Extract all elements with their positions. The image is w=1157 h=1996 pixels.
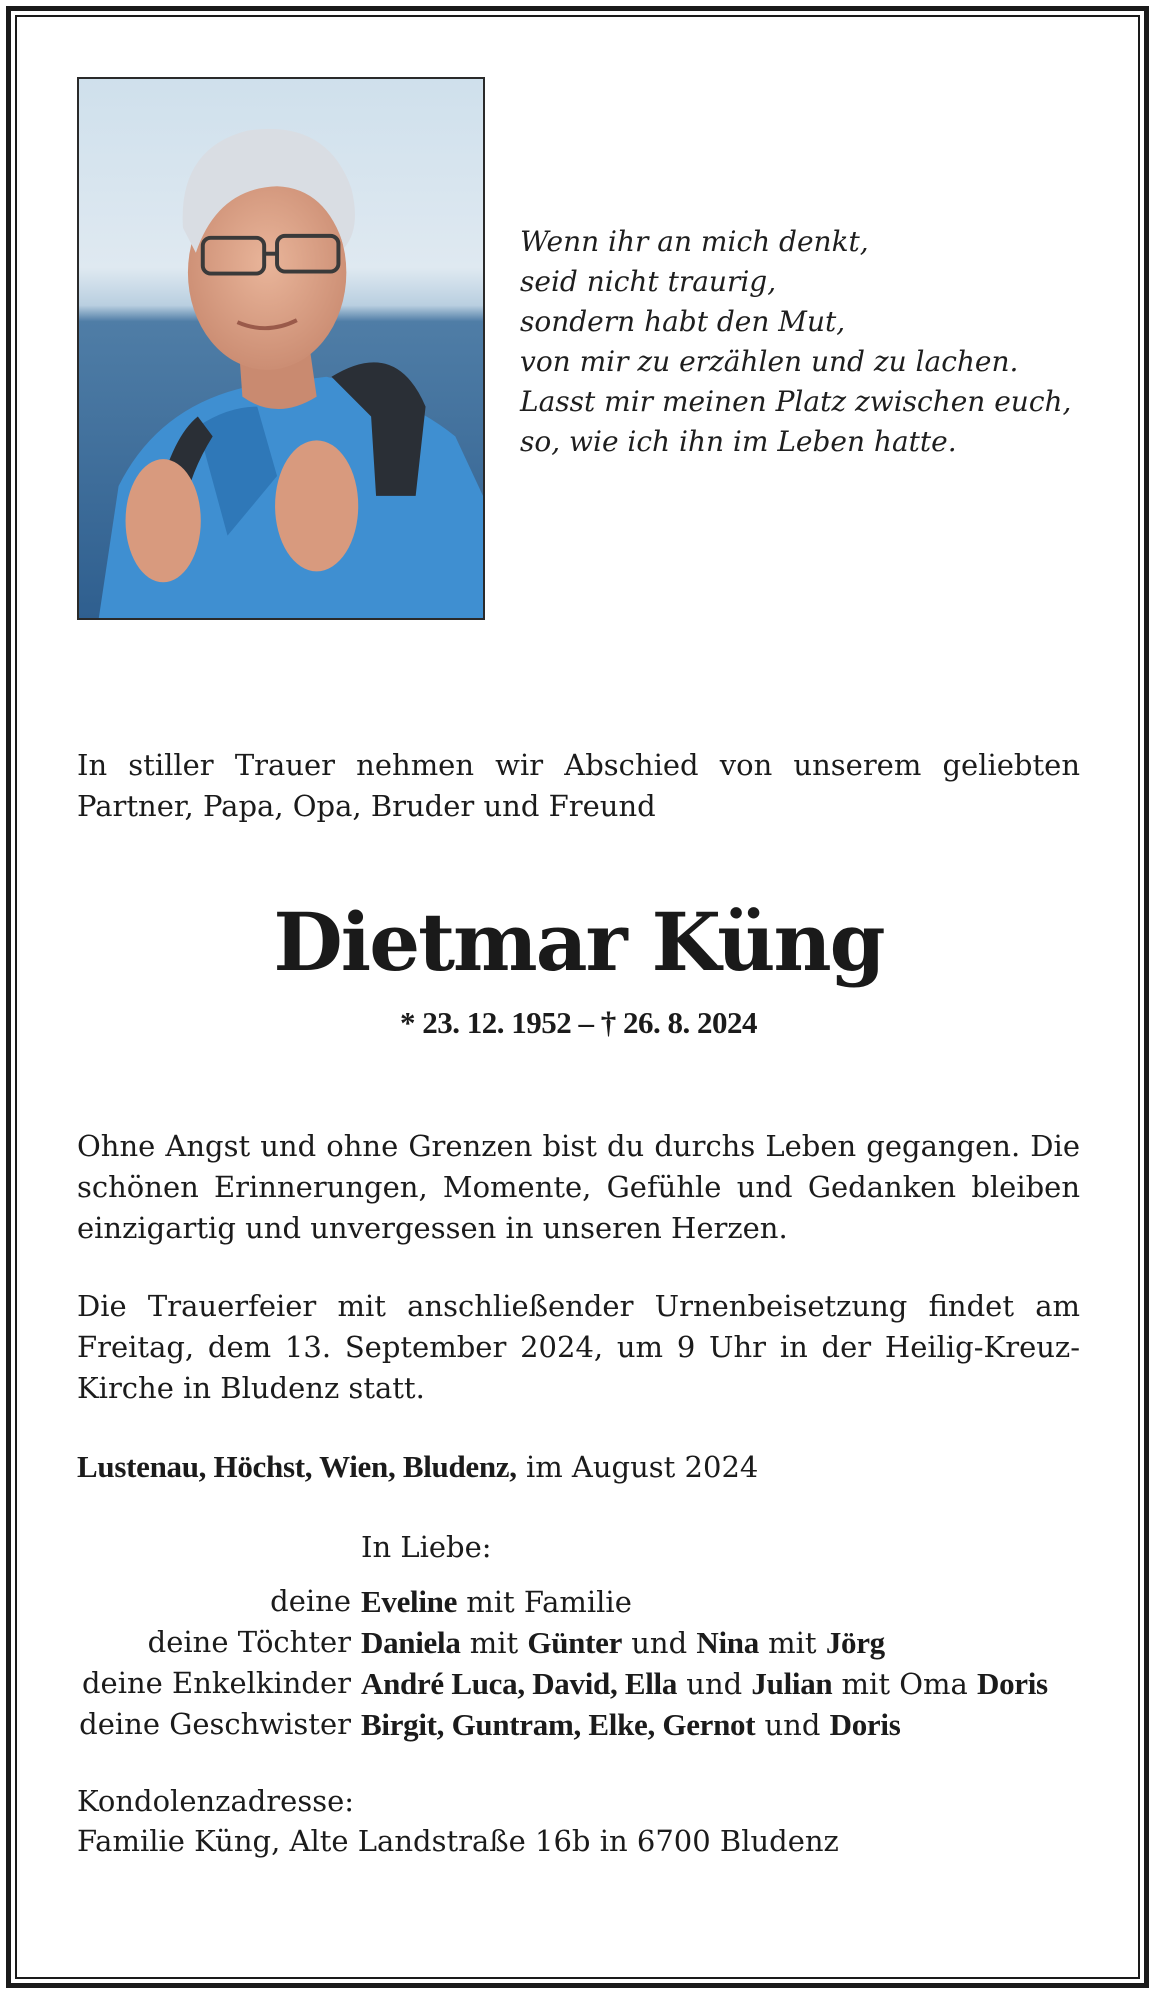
poem-line: sondern habt den Mut, — [520, 305, 846, 338]
condolence-label: Kondolenzadresse: — [77, 1784, 355, 1818]
family-row — [0, 1581, 1157, 1622]
portrait-photo — [77, 77, 485, 620]
relation-label: deine Enkelkinder — [81, 1666, 351, 1700]
in-liebe-heading: In Liebe: — [361, 1530, 492, 1564]
poem-line: Lasst mir meinen Platz zwischen euch, — [520, 385, 1072, 418]
family-row — [0, 1622, 1157, 1663]
family-names: André Luca, David, Ella und Julian mit Oma Doris — [361, 1666, 1048, 1701]
family-names: Daniela mit Günter und Nina mit Jörg — [361, 1625, 885, 1660]
intro-text: In stiller Trauer nehmen wir Abschied von unserem geliebten Partner, Papa, Opa, Bruder und Freund — [77, 748, 1080, 823]
places: Lustenau, Höchst, Wien, Bludenz, — [77, 1449, 517, 1484]
family-names: Birgit, Guntram, Elke, Gernot und Doris — [361, 1707, 901, 1742]
family-row — [0, 1663, 1157, 1704]
condolence-address — [77, 1781, 839, 1861]
poem-line: Wenn ihr an mich denkt, — [520, 225, 869, 258]
place-date-line — [77, 1447, 758, 1487]
relation-label: deine — [270, 1584, 351, 1618]
poem-line: so, wie ich ihn im Leben hatte. — [520, 425, 957, 458]
month-year: im August 2024 — [525, 1450, 759, 1484]
relation-label: deine Geschwister — [79, 1707, 351, 1741]
family-row — [0, 1704, 1157, 1745]
memorial-paragraph: Ohne Angst und ohne Grenzen bist du durchs Leben gegangen. Die schönen Erinnerungen, Momente, Gefühle und Gedanken bleiben einzigartig und unvergessen in unseren Herzen. — [77, 1129, 1080, 1245]
deceased-name: Dietmar Küng — [273, 895, 884, 989]
funeral-details: Die Trauerfeier mit anschließender Urnenbeisetzung findet am Freitag, dem 13. September 2024, um 9 Uhr in der Heilig-Kreuz-Kirche in Bludenz statt. — [77, 1289, 1080, 1405]
life-dates: * 23. 12. 1952 – † 26. 8. 2024 — [400, 1005, 757, 1040]
poem-line: seid nicht traurig, — [520, 265, 777, 298]
relation-label: deine Töchter — [147, 1625, 351, 1659]
family-list — [0, 1581, 1157, 1745]
poem — [520, 222, 1110, 462]
poem-line: von mir zu erzählen und zu lachen. — [520, 345, 1019, 378]
family-names: Eveline mit Familie — [361, 1584, 632, 1619]
condolence-address-line: Familie Küng, Alte Landstraße 16b in 6700 Bludenz — [77, 1824, 839, 1858]
